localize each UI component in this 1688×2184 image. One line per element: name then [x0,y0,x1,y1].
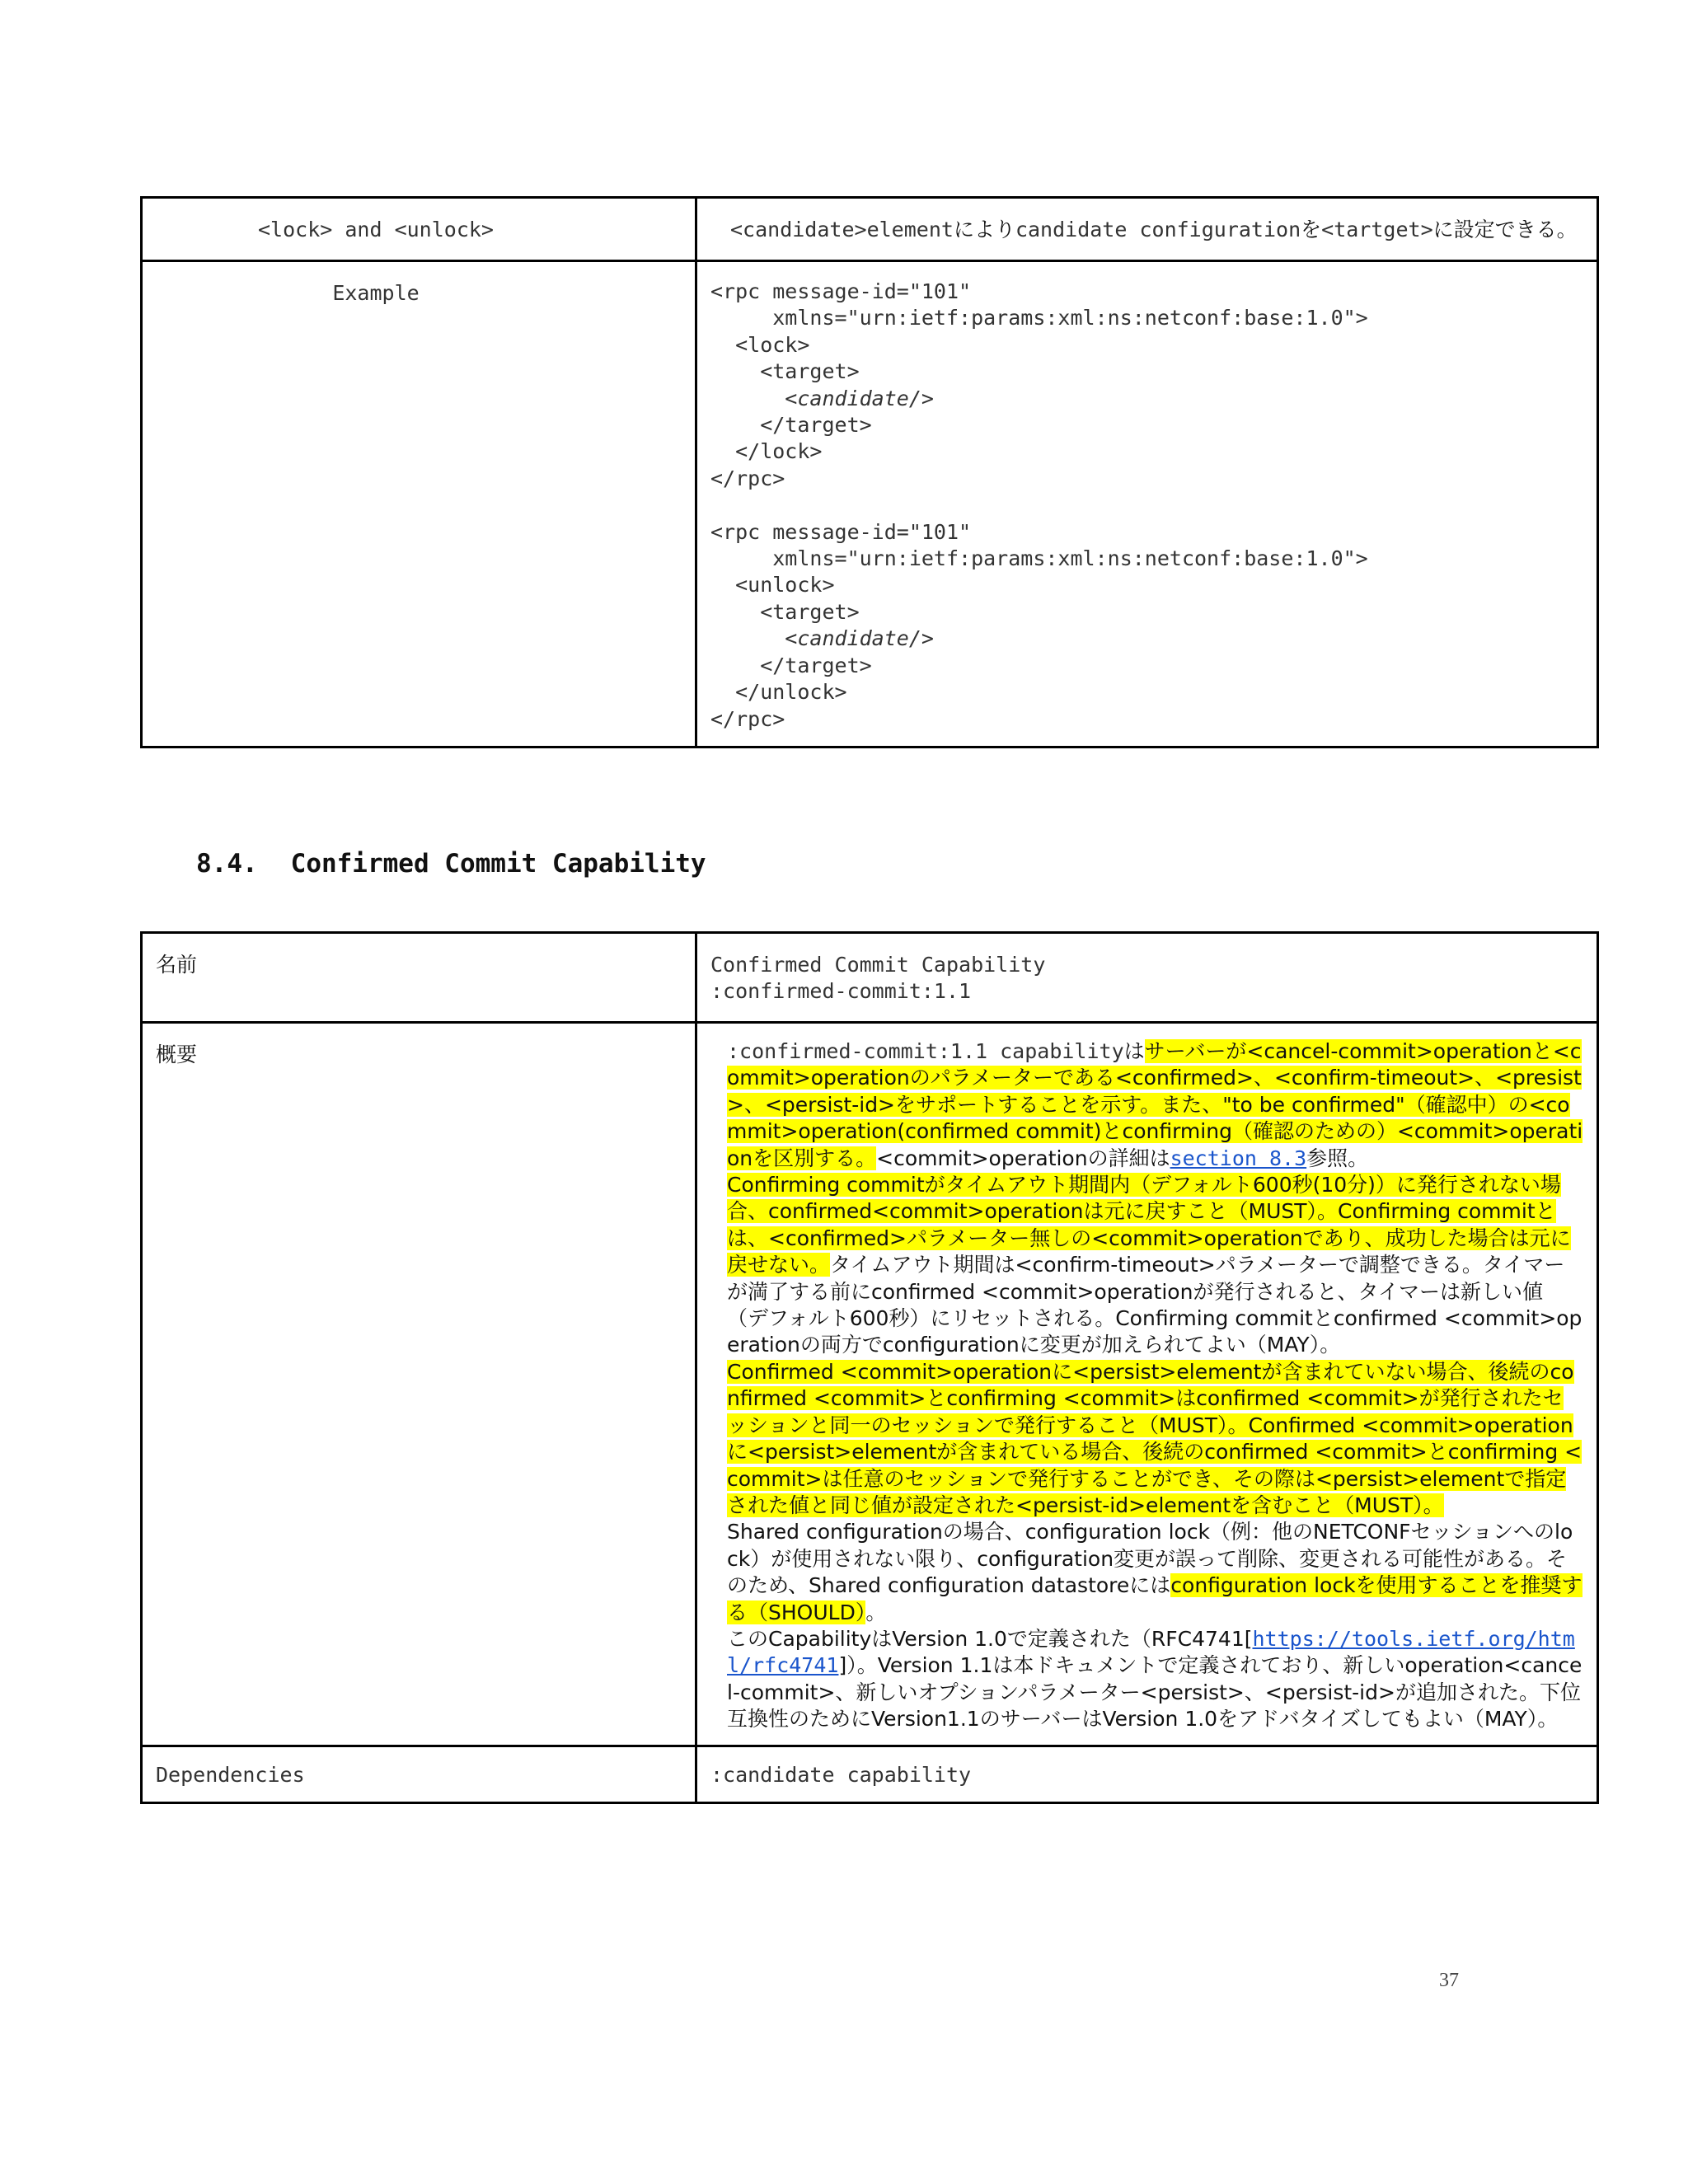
highlighted-text: Confirmed <commit>operationに<persist>elementが含まれていない場合、後続のconfirmed <commit>とconfirming <commit>はconfirmed <commit>が発行されたセッションと同一のセッションで発行すること（MUST）。Confirmed <commit>operationに<persist>elementが含まれている場合、後続のconfirmed <commit>とconfirming <commit>は任意のセッションで発行することができ、その際は<persist>elementで指定された値と同じ値が設定された<persist-id>elementを含むこと（MUST）。 [727,1359,1582,1517]
section-number: 8.4. [196,849,258,879]
code-line: <rpc message-id="101" [710,279,972,303]
table-cell [142,198,696,261]
section-heading [196,849,706,879]
table-cell [696,1023,1598,1746]
code-line: </target> [710,413,872,438]
dependencies-label: Dependencies [156,1762,305,1787]
code-line: <target> [710,599,860,624]
table-cell [142,1023,696,1746]
summary-paragraph: Shared configurationの場合、configuration lock（例：他のNETCONFセッションへのlock）が使用されない限り、configuration変更が誤って削除、変更される可能性がある。そのため、Shared configuration datastoreにはconfiguration lockを使用することを推奨する（SHOULD）。 [727,1520,1582,1624]
summary-label: 概要 [156,1043,198,1066]
table-cell [696,1746,1598,1802]
summary-body [697,1024,1597,1745]
summary-paragraph: :confirmed-commit:1.1 capabilityはサーバーが<cancel-commit>operationと<commit>operationのパラメーターである<confirmed>、<confirm-timeout>、<presist>、<persist-id>をサポートすることを示す。また、"to be confirmed"（確認中）の<commit>operation(confirmed commit)とconfirming（確認のための）<commit>operationを区別する。<commit>operationの詳細はsection 8.3参照。 [727,1039,1583,1170]
code-line: <candidate/> [710,386,934,410]
code-line: xmlns="urn:ietf:params:xml:ns:netconf:base:1.0"> [710,546,1368,571]
code-line: </rpc> [710,706,785,731]
summary-paragraph [710,1359,1583,1519]
code-line: xmlns="urn:ietf:params:xml:ns:netconf:base:1.0"> [710,306,1368,330]
highlighted-text: Confirming commitがタイムアウト期間内（デフォルト600秒(10分)）に発行されない場合、confirmed<commit>operationは元に戻すこと（MUST）。Confirming commitとは、<confirmed>パラメーター無しの<commit>operationであり、成功した場合は元に戻せない。 [727,1173,1571,1277]
capability-name: Confirmed Commit Capability [710,953,1046,977]
table-row [142,198,1598,261]
table-row [142,933,1598,1023]
row-description: <candidate>elementによりcandidate configurationを<tartget>に設定できる。 [730,218,1578,241]
name-label: 名前 [156,953,198,977]
table-cell [142,261,696,748]
capability-id: :confirmed-commit:1.1 [710,979,972,1003]
code-line: </lock> [710,439,823,464]
confirmed-commit-table [140,931,1599,1804]
table-cell [696,933,1598,1023]
code-line: <target> [710,359,860,384]
table-cell [142,1746,696,1802]
code-example [710,279,1583,733]
highlighted-text: サーバーが<cancel-commit>operationと<commit>operationのパラメーターである<confirmed>、<confirm-timeout>、<presist>、<persist-id>をサポートすることを示す。また、"to be confirmed"（確認中）の<commit>operation(confirmed commit)とconfirming（確認のための）<commit>operationを区別する。 [727,1039,1583,1170]
code-line: <unlock> [710,573,835,598]
code-line: <candidate/> [710,626,934,651]
section-title: Confirmed Commit Capability [290,849,706,879]
table-row [142,1746,1598,1802]
section-link[interactable]: section 8.3 [1170,1146,1307,1170]
row-label: <lock> and <unlock> [258,218,494,241]
code-line: </target> [710,653,872,677]
rfc-link[interactable]: https://tools.ietf.org/html/rfc4741 [727,1626,1575,1678]
table-row [142,1023,1598,1746]
summary-paragraph: Confirming commitがタイムアウト期間内（デフォルト600秒(10分)）に発行されない場合、confirmed<commit>operationは元に戻すこと（MUST）。Confirming commitとは、<confirmed>パラメーター無しの<commit>operationであり、成功した場合は元に戻せない。タイムアウト期間は<confirm-timeout>パラメーターで調整できる。タイマーが満了する前にconfirmed <commit>operationが発行されると、タイマーは新しい値（デフォルト600秒）にリセットされる。Confirming commitとconfirmed <commit>operationの両方でconfigurationに変更が加えられてよい（MAY）。 [727,1173,1582,1357]
table-cell [696,198,1598,261]
dependencies-value: :candidate capability [710,1762,972,1787]
table-row [142,261,1598,748]
lock-unlock-table [140,196,1599,748]
summary-paragraph: このCapabilityはVersion 1.0で定義された（RFC4741[https://tools.ietf.org/html/rfc4741]）。Version 1.1は本ドキュメントで定義されており、新しいoperation<cancel-commit>、新しいオプションパラメーター<persist>、<persist-id>が追加された。下位互換性のためにVersion1.1のサーバーはVersion 1.0をアドバタイズしてもよい（MAY）。 [727,1626,1582,1732]
code-line: <rpc message-id="101" [710,519,972,544]
code-line: </unlock> [710,680,847,705]
highlighted-text: configuration lockを使用することを推奨する（SHOULD） [727,1573,1582,1624]
page-number: 37 [1439,1970,1459,1991]
table-cell [142,933,696,1023]
code-line: </rpc> [710,466,785,490]
table-cell [696,261,1598,748]
row-label: Example [332,281,420,305]
code-line: <lock> [710,332,810,357]
